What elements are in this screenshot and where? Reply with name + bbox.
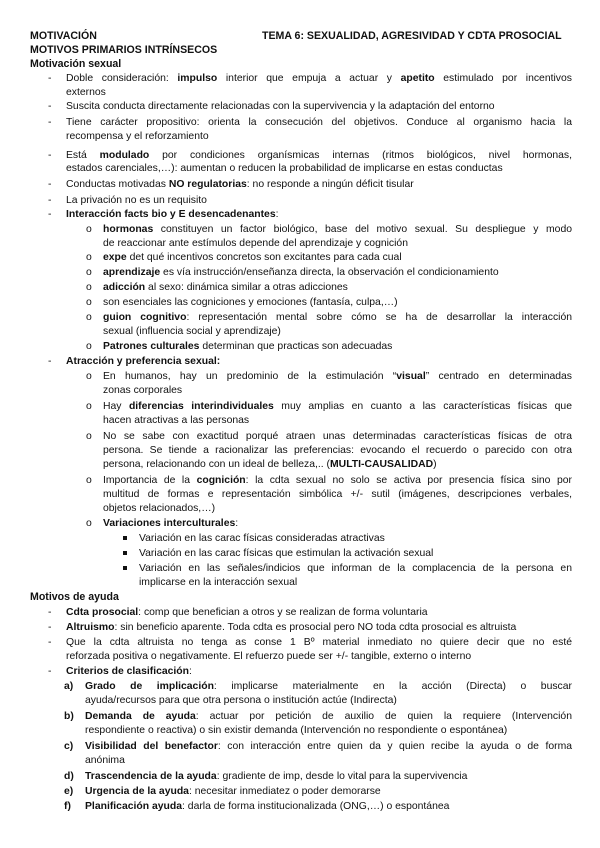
criteria-line: Urgencia de la ayuda: necesitar inmediatez o poder demorarse [85, 786, 381, 797]
dash-bullet: - [48, 73, 52, 84]
letter-marker: a) [64, 681, 74, 692]
circle-bullet: o [86, 252, 92, 263]
dash-bullet: - [48, 179, 52, 190]
list-item-line: Cdta prosocial: comp que benefician a otros y se realizan de forma voluntaria [66, 607, 428, 618]
criteria-line: Grado de implicación: implicarse materialmente en la acción (Directa) o buscar [85, 681, 572, 692]
criteria-line: Visibilidad del benefactor: con interacción entre quien da y quien recibe la ayuda o de forma [85, 741, 572, 752]
sub-item-line: multitud de formas e representación simbólica +/- sutil (imágenes, descripciones verbales, [103, 489, 572, 500]
dash-bullet: - [48, 666, 52, 677]
sub-item-line: hacen atractivas a las personas [103, 415, 250, 426]
list-item-line: recompensa y el reforzamiento [66, 131, 209, 142]
section-heading-motivos-ayuda: Motivos de ayuda [30, 591, 119, 603]
letter-marker: d) [64, 771, 74, 782]
dash-bullet: - [48, 195, 52, 206]
list-item-line: Criterios de clasificación: [66, 666, 192, 677]
circle-bullet: o [86, 475, 92, 486]
list-item-line: estados carenciales,…): aumentan o reducen la probabilidad de implicarse en estas conductas [66, 163, 503, 174]
circle-bullet: o [86, 341, 92, 352]
circle-bullet: o [86, 371, 92, 382]
circle-bullet: o [86, 518, 92, 529]
sub-item-line: sexual (influencia social y aprendizaje) [103, 326, 281, 337]
dash-bullet: - [48, 356, 52, 367]
list-item-line: Que la cdta altruista no tenga as conse 1 Bº material inmediato no quiere decir que no esté [66, 637, 572, 648]
sub-item-line: Hay diferencias interindividuales muy amplias en cuanto a las características físicas que [103, 401, 572, 412]
dash-bullet: - [48, 101, 52, 112]
header-left-subtitle: MOTIVOS PRIMARIOS INTRÍNSECOS [30, 44, 218, 56]
sub-item-line: guion cognitivo: representación mental sobre cómo se ha de desarrollar la interacción [103, 312, 573, 323]
list-item-line: Tiene carácter propositivo: orienta la consecución del objetivos. Conduce al organismo hacia la [66, 117, 572, 128]
header-right-title: TEMA 6: SEXUALIDAD, AGRESIVIDAD Y CDTA PROSOCIAL [262, 30, 562, 42]
sub-item-line: expe det qué incentivos concretos son excitantes para cada cual [103, 252, 402, 263]
list-item-line: Altruismo: sin beneficio aparente. Toda cdta es prosocial pero NO toda cdta prosocial es altruista [66, 622, 517, 633]
list-item-line: externos [66, 87, 106, 98]
dash-bullet: - [48, 117, 52, 128]
sub-item-line: Variaciones interculturales: [103, 518, 239, 529]
list-item-line: La privación no es un requisito [66, 195, 207, 206]
dash-bullet: - [48, 607, 52, 618]
list-item-line: Doble consideración: impulso interior que empuja a actuar y apetito estimulado por incentivos [66, 73, 572, 84]
letter-marker: c) [64, 741, 74, 752]
header-left-title: MOTIVACIÓN [30, 30, 97, 42]
criteria-line: Planificación ayuda: darla de forma institucionalizada (ONG,…) o espontánea [85, 801, 450, 812]
sub-item-line: son esenciales las cogniciones y emociones (fantasía, culpa,…) [103, 297, 398, 308]
sub-item-line: Patrones culturales determinan que practicas son adecuadas [103, 341, 393, 352]
criteria-line: respondiente o reactiva) o sin existir demanda (Intervención no respondiente o espontánea) [85, 725, 508, 736]
criteria-line: Trascendencia de la ayuda: gradiente de imp, desde lo vital para la supervivencia [85, 771, 468, 782]
dash-bullet: - [48, 150, 52, 161]
list-item-line: Interacción facts bio y E desencadenantes: [66, 209, 279, 220]
dash-bullet: - [48, 637, 52, 648]
sub-item-line: aprendizaje es vía instrucción/enseñanza directa, la observación el condicionamiento [103, 267, 499, 278]
circle-bullet: o [86, 297, 92, 308]
circle-bullet: o [86, 224, 92, 235]
circle-bullet: o [86, 431, 92, 442]
square-bullet [123, 536, 127, 540]
sub-item-line: En humanos, hay un predominio de la estimulación “visual” centrado en determinadas [103, 371, 573, 382]
sub-item-line: No se sabe con exactitud porqué atraen unas determinadas características físicas de otra [103, 431, 572, 442]
list-item-line: Suscita conducta directamente relacionadas con la supervivencia y la adaptación del entorno [66, 101, 495, 112]
subsub-item-line: Variación en las señales/indicios que informan de la complacencia de la persona en [139, 563, 572, 574]
circle-bullet: o [86, 312, 92, 323]
circle-bullet: o [86, 267, 92, 278]
sub-item-line: persona. Se tiende a racionalizar las preferencias: evocando el recuerdo o parecido con otra [103, 445, 572, 456]
list-item-line: Está modulado por condiciones organísmicas internas (ritmos biológicos, nivel hormonas, [66, 150, 572, 161]
list-item-line: Atracción y preferencia sexual: [66, 356, 221, 367]
dash-bullet: - [48, 209, 52, 220]
criteria-line: Demanda de ayuda: actuar por petición de auxilio de quien la requiere (Intervención [85, 711, 572, 722]
circle-bullet: o [86, 401, 92, 412]
section-heading-motivacion-sexual: Motivación sexual [30, 58, 122, 70]
sub-item-line: objetos relacionados,…) [103, 503, 216, 514]
dash-bullet: - [48, 622, 52, 633]
list-item-line: Conductas motivadas NO regulatorias: no responde a ningún déficit tisular [66, 179, 414, 190]
square-bullet [123, 551, 127, 555]
sub-item-line: de reaccionar ante estímulos depende del aprendizaje y cognición [103, 238, 408, 249]
letter-marker: e) [64, 786, 74, 797]
list-item-line: reforzada positiva o negativamente. El refuerzo puede ser +/- tangible, externo o interno [66, 651, 472, 662]
sub-item-line: persona, relacionando con un ideal de belleza,.. (MULTI-CAUSALIDAD) [103, 459, 437, 470]
sub-item-line: Importancia de la cognición: la cdta sexual no solo se activa por presencia física sino por [103, 475, 572, 486]
subsub-item-line: Variación en las carac físicas consideradas atractivas [139, 533, 385, 544]
sub-item-line: zonas corporales [103, 385, 183, 396]
letter-marker: b) [64, 711, 74, 722]
square-bullet [123, 566, 127, 570]
criteria-line: ayuda/recursos para que otra persona o institución actúe (Indirecta) [85, 695, 397, 706]
circle-bullet: o [86, 282, 92, 293]
subsub-item-line: Variación en las carac físicas que estimulan la activación sexual [139, 548, 434, 559]
sub-item-line: hormonas constituyen un factor biológico, base del motivo sexual. Su despliegue y modo [103, 224, 572, 235]
criteria-line: anónima [85, 755, 125, 766]
subsub-item-line: implicarse en la interacción sexual [139, 577, 298, 588]
sub-item-line: adicción al sexo: dinámica similar a otras adicciones [103, 282, 348, 293]
letter-marker: f) [64, 801, 71, 812]
